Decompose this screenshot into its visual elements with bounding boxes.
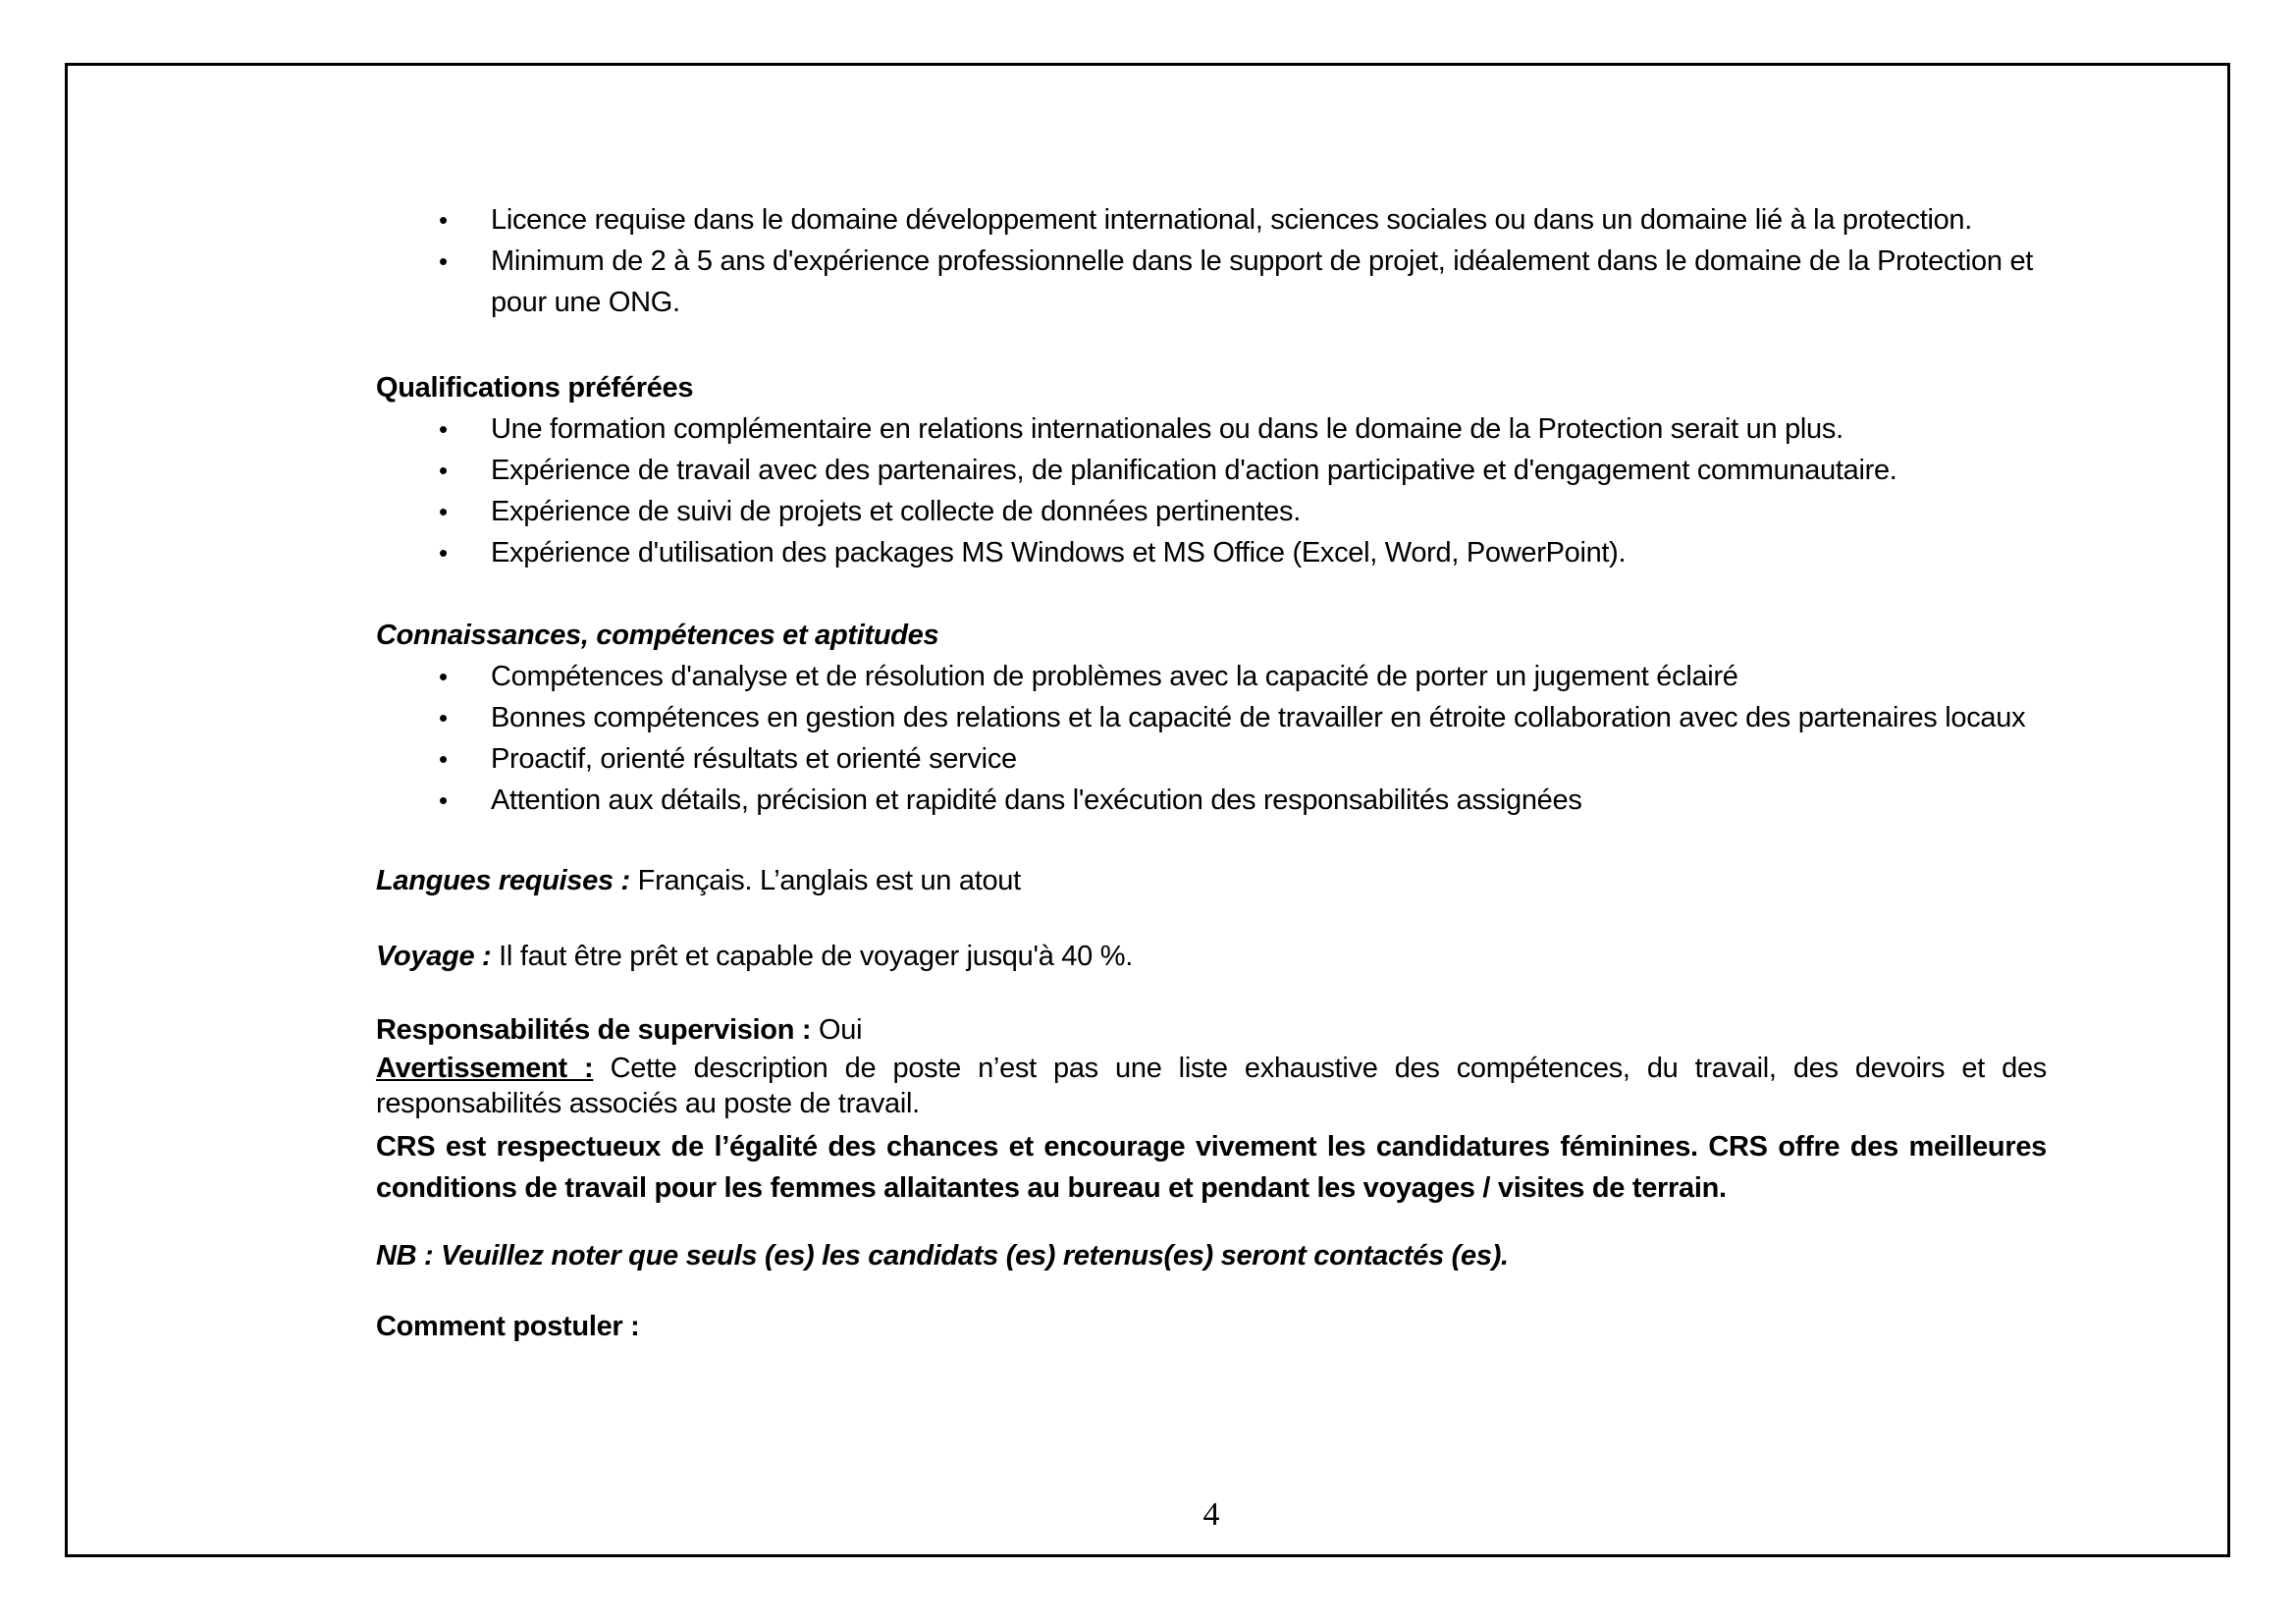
bullet-marker: • — [439, 456, 448, 485]
field-value: Il faut être prêt et capable de voyager jusqu'à 40 %. — [499, 941, 1133, 972]
list-item — [376, 738, 2047, 780]
field-supervision — [376, 1009, 2047, 1051]
bullet-marker: • — [439, 744, 448, 774]
list-item-text: Compétences d'analyse et de résolution de problèmes avec la capacité de porter un jugement éclairé — [491, 661, 1738, 692]
field-label: Langues requises : — [376, 865, 630, 896]
connaissances-bullet-list — [376, 656, 2047, 821]
list-item-text: Expérience de travail avec des partenaires, de planification d'action participative et d'engagement communautaire. — [491, 455, 1897, 486]
bullet-marker: • — [439, 205, 448, 235]
list-item-text: Bonnes compétences en gestion des relations et la capacité de travailler en étroite collaboration avec des partenaires locaux — [491, 702, 2026, 733]
list-item — [376, 656, 2047, 697]
bullet-marker: • — [439, 246, 448, 276]
bullet-marker: • — [439, 662, 448, 691]
field-langues-requises — [376, 860, 2047, 901]
bullet-marker: • — [439, 497, 448, 526]
field-avertissement — [376, 1051, 2047, 1121]
bullet-marker: • — [439, 785, 448, 815]
qualifications-bullet-list — [376, 408, 2047, 573]
field-value: Français. L’anglais est un atout — [637, 865, 1021, 896]
list-item — [376, 780, 2047, 821]
section-heading-connaissances: Connaissances, compétences et aptitudes — [376, 620, 939, 651]
list-item — [376, 199, 2047, 241]
section-heading-qualifications: Qualifications préférées — [376, 372, 694, 404]
list-item — [376, 532, 2047, 573]
list-item-text: Expérience de suivi de projets et collecte de données pertinentes. — [491, 496, 1301, 527]
bullet-marker: • — [439, 703, 448, 732]
equal-opportunity-statement: CRS est respectueux de l’égalité des chances et encourage vivement les candidatures féminines. CRS offre des meilleures conditions de travail pour les femmes allaitantes au bureau et pendant les voyages / visites de terrain. — [376, 1131, 2047, 1204]
list-item — [376, 408, 2047, 450]
field-voyage — [376, 936, 2047, 977]
field-value: Oui — [819, 1014, 863, 1046]
field-label: Voyage : — [376, 941, 492, 972]
list-item-text: Une formation complémentaire en relations internationales ou dans le domaine de la Protection serait un plus. — [491, 413, 1843, 445]
list-item — [376, 491, 2047, 532]
list-item-text: Expérience d'utilisation des packages MS Windows et MS Office (Excel, Word, PowerPoint). — [491, 537, 1627, 568]
list-item — [376, 697, 2047, 738]
document-page — [376, 199, 2047, 1536]
list-item-text: Attention aux détails, précision et rapidité dans l'exécution des responsabilités assignées — [491, 785, 1582, 816]
list-item-text: Minimum de 2 à 5 ans d'expérience professionnelle dans le support de projet, idéalement dans le domaine de la Protection et pour une ONG. — [491, 245, 2034, 318]
how-to-apply-heading: Comment postuler : — [376, 1311, 640, 1342]
field-label: Avertissement : — [376, 1053, 594, 1084]
list-item-text: Licence requise dans le domaine développement international, sciences sociales ou dans un domaine lié à la protection. — [491, 204, 1973, 236]
nb-note: NB : Veuillez noter que seuls (es) les candidats (es) retenus(es) seront contactés (es). — [376, 1240, 1509, 1272]
list-item — [376, 450, 2047, 491]
list-item — [376, 241, 2047, 323]
field-label: Responsabilités de supervision : — [376, 1014, 812, 1046]
page-number: 4 — [1202, 1496, 1220, 1533]
field-value: Cette description de poste n’est pas une liste exhaustive des compétences, du travail, des devoirs et des responsabilités associés au poste de travail. — [376, 1053, 2048, 1119]
list-item-text: Proactif, orienté résultats et orienté service — [491, 743, 1017, 775]
bullet-marker: • — [439, 538, 448, 568]
bullet-marker: • — [439, 414, 448, 444]
intro-bullet-list — [376, 199, 2047, 323]
